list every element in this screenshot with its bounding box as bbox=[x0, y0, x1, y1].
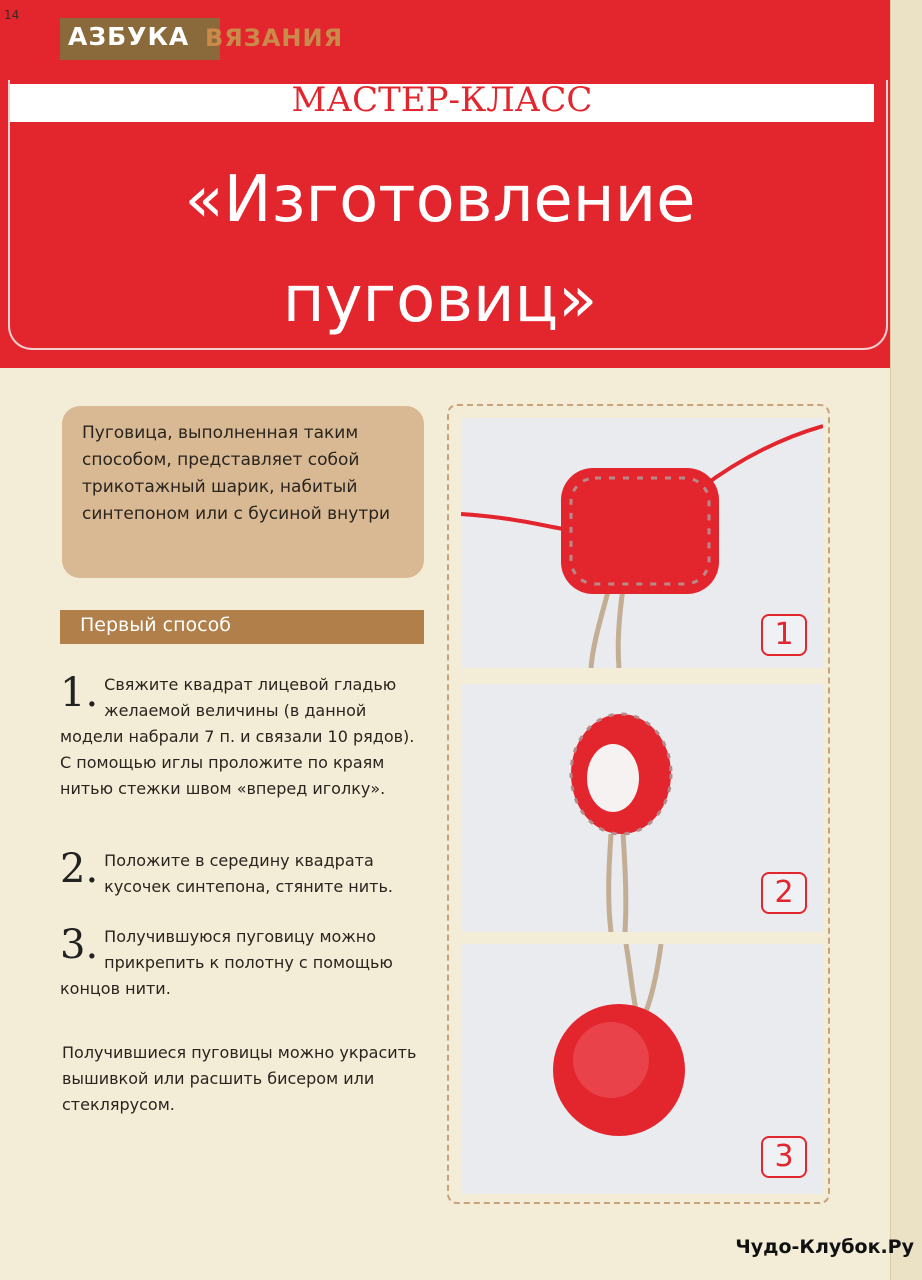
step-text: Свяжите квадрат лицевой гладью желаемой величины (в данной модели набрали 7 п. и связали 10 рядов). С помощью иглы проложите по краям нитью стежки швом «вперед иголку». bbox=[60, 675, 415, 798]
series-title-part1: АЗБУКА bbox=[68, 22, 190, 51]
site-watermark: Чудо-Клубок.Ру bbox=[735, 1236, 914, 1258]
step-3 bbox=[60, 924, 430, 1002]
step-text: Положите в середину квадрата кусочек синтепона, стяните нить. bbox=[104, 851, 393, 896]
title-line-1: «Изготовление bbox=[184, 163, 696, 237]
intro-box: Пуговица, выполненная таким способом, представляет собой трикотажный шарик, набитый синтепоном или с бусиной внутри bbox=[62, 406, 424, 578]
step-number: 2. bbox=[60, 846, 99, 892]
step-number: 3. bbox=[60, 922, 99, 968]
series-title-part2: ВЯЗАНИЯ bbox=[205, 24, 344, 52]
page-number: 14 bbox=[4, 8, 20, 22]
step-1 bbox=[60, 672, 430, 802]
photo-label: 3 bbox=[761, 1136, 807, 1178]
photo-step-2 bbox=[461, 684, 823, 932]
photo-step-3 bbox=[461, 944, 823, 1194]
step-text: Получившуюся пуговицу можно прикрепить к полотну с помощью концов нити. bbox=[60, 927, 393, 998]
section-title: Первый способ bbox=[80, 614, 231, 636]
step-2 bbox=[60, 848, 430, 900]
step-number: 1. bbox=[60, 670, 99, 716]
photo-label: 1 bbox=[761, 614, 807, 656]
subtitle: МАСТЕР-КЛАСС bbox=[291, 80, 593, 120]
page-title bbox=[40, 150, 840, 350]
title-line-2: пуговиц» bbox=[282, 263, 598, 337]
photo-label: 2 bbox=[761, 872, 807, 914]
page-spine bbox=[890, 0, 922, 1280]
closing-note: Получившиеся пуговицы можно украсить вышивкой или расшить бисером или стеклярусом. bbox=[62, 1043, 417, 1114]
photo-step-1 bbox=[461, 418, 823, 668]
